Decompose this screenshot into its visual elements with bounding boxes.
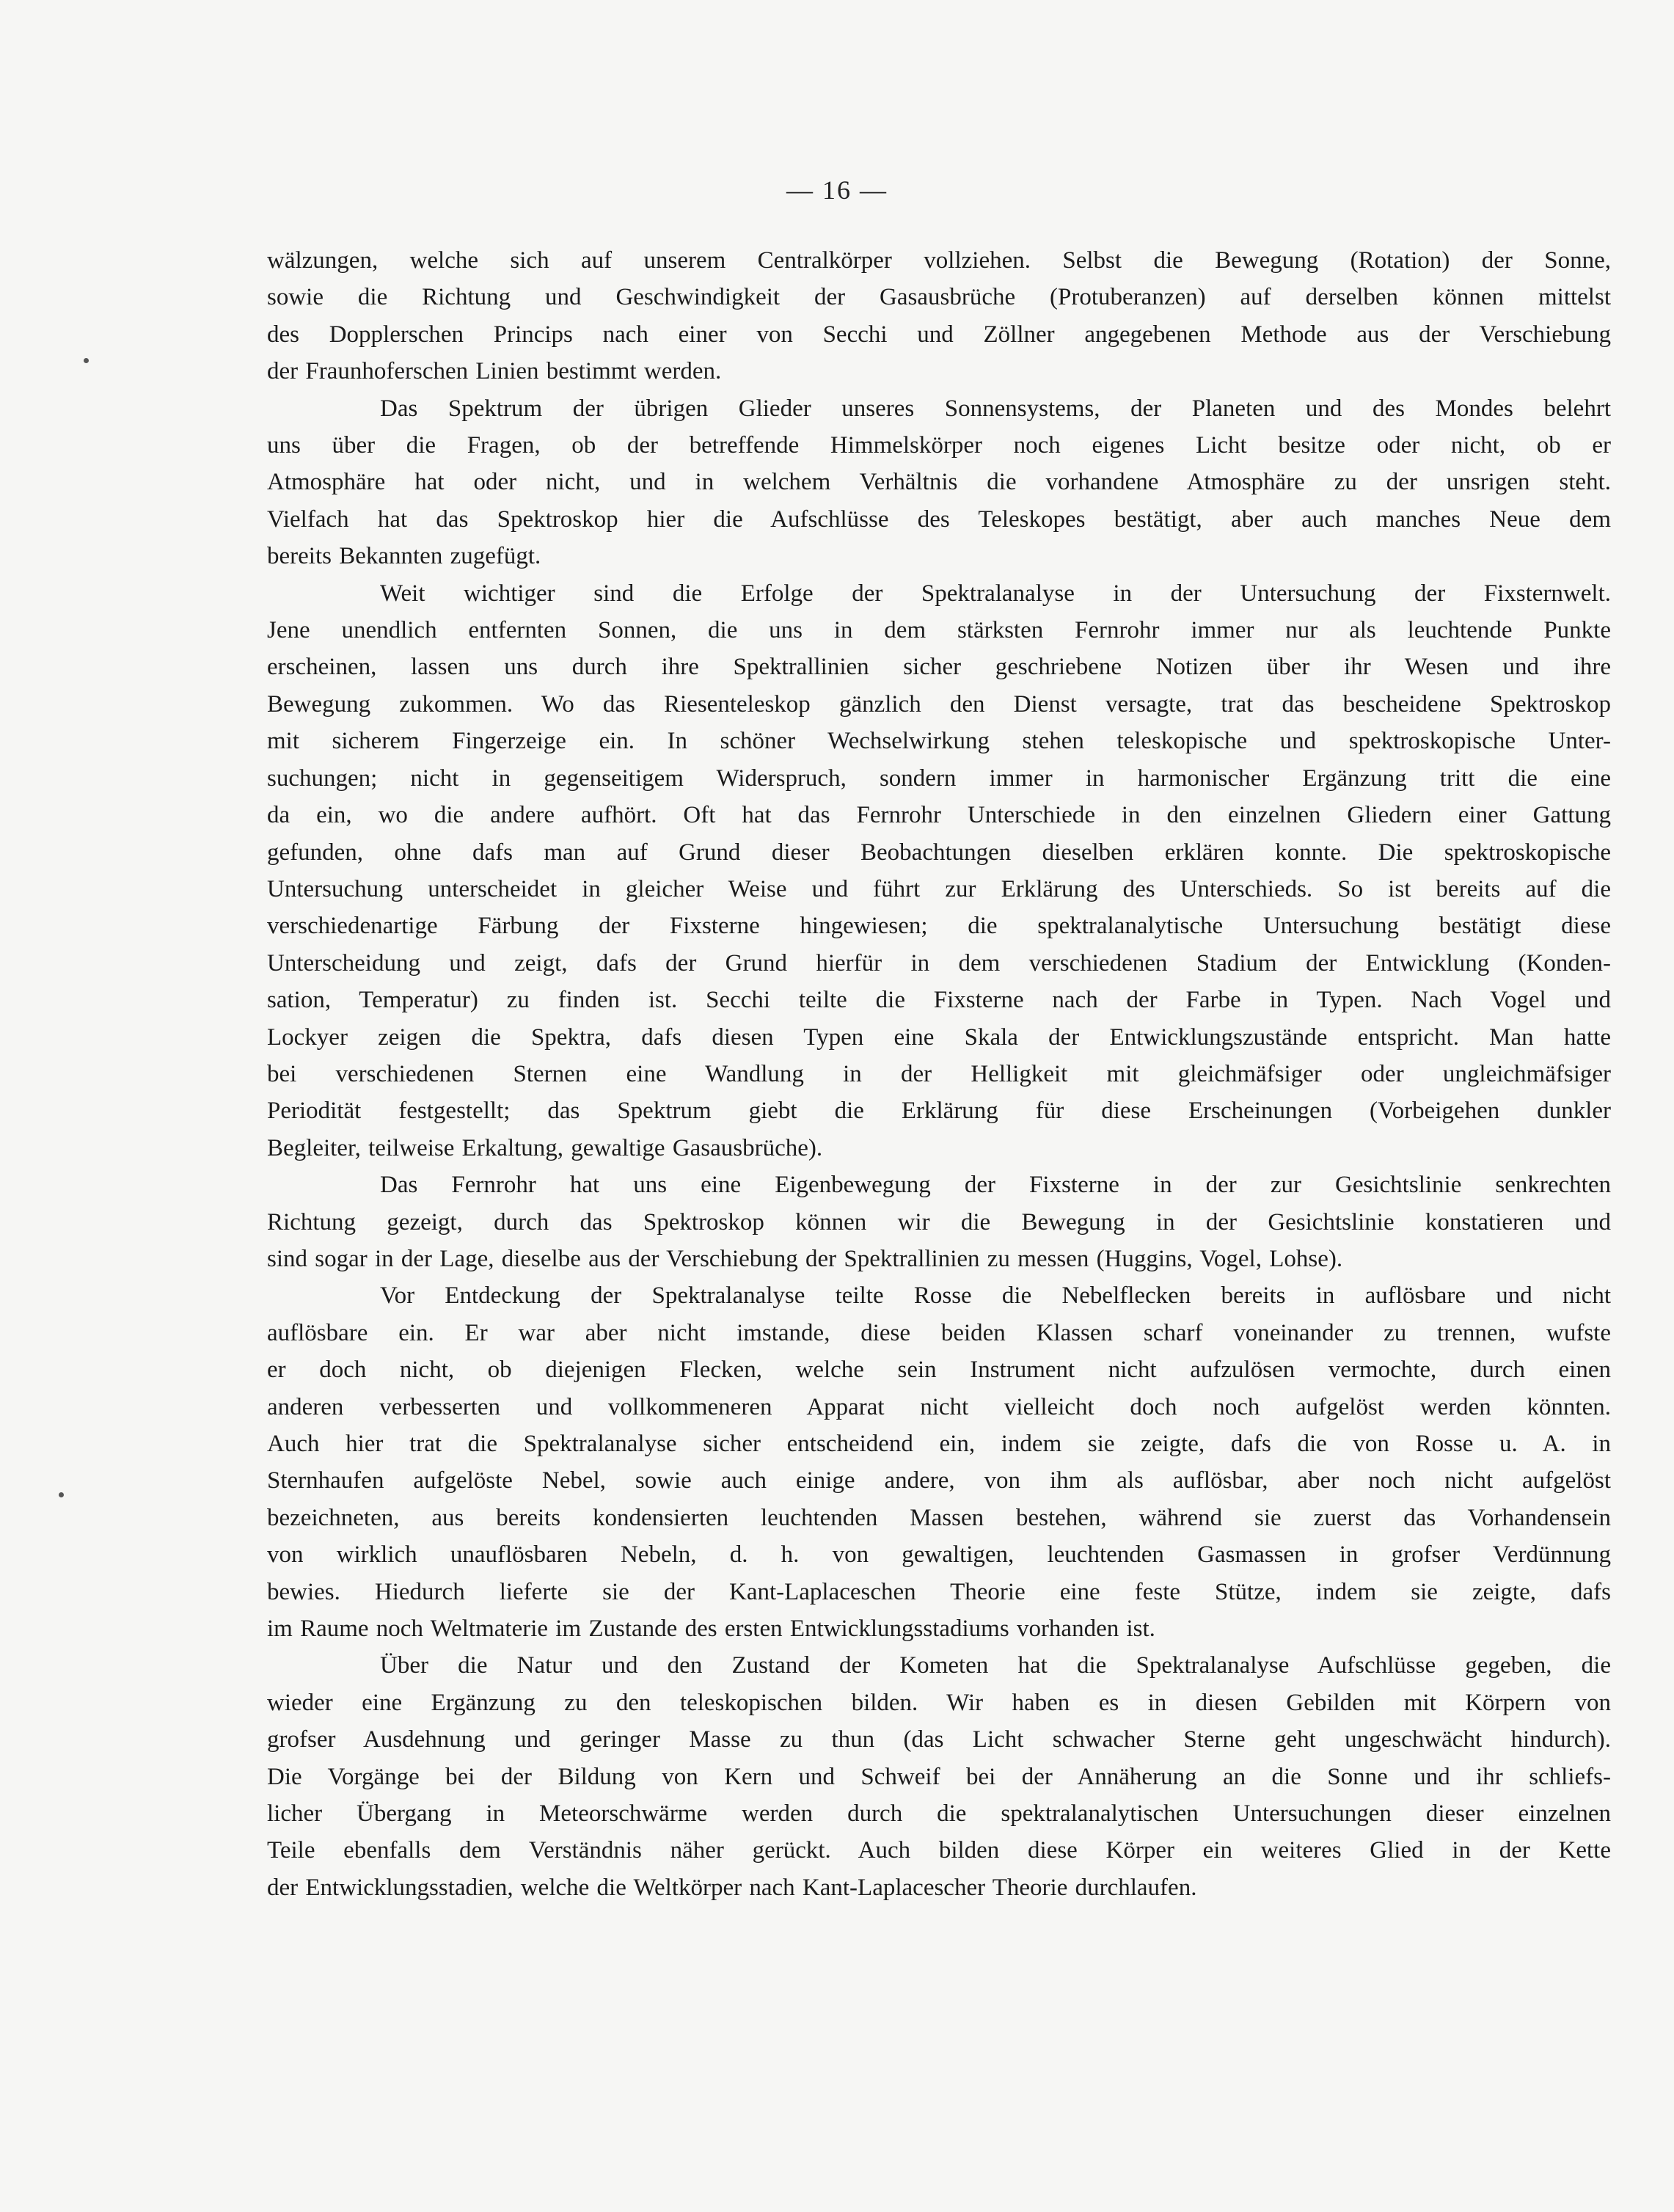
text-line: Untersuchung unterscheidet in gleicher Weise und führt zur Erklärung des Unterschieds. So ist bereits auf die [267,875,1611,902]
text-line: im Raume noch Weltmaterie im Zustande des ersten Entwicklungsstadiums vorhanden ist. [267,1616,1155,1643]
text-line: Richtung gezeigt, durch das Spektroskop können wir die Bewegung in der Gesichtslinie konstatieren und [267,1208,1611,1235]
text-line: bewies. Hiedurch lieferte sie der Kant-Laplaceschen Theorie eine feste Stütze, indem sie zeigte, dafs [267,1578,1611,1605]
text-line: erscheinen, lassen uns durch ihre Spektrallinien sicher geschriebene Notizen über ihr Wesen und ihre [267,654,1611,681]
text-line: Auch hier trat die Spektralanalyse sicher entscheidend ein, indem sie zeigte, dafs die von Rosse u. A. in [267,1431,1611,1457]
text-line: anderen verbesserten und vollkommeneren Apparat nicht vielleicht doch noch aufgelöst werden könnten. [267,1393,1611,1420]
text-line: Sternhaufen aufgelöste Nebel, sowie auch einige andere, von ihm als auflösbar, aber noch nicht aufgelöst [267,1467,1611,1494]
text-line: uns über die Fragen, ob der betreffende Himmelskörper noch eigenes Licht besitze oder nicht, ob er [267,432,1611,459]
text-line: Periodität festgestellt; das Spektrum giebt die Erklärung für diese Erscheinungen (Vorbeigehen dunkler [267,1098,1611,1125]
body-text [267,242,1611,1906]
scan-speck [59,1492,64,1497]
text-line: Das Fernrohr hat uns eine Eigenbewegung der Fixsterne in der zur Gesichtslinie senkrechten [380,1172,1611,1199]
text-line: Teile ebenfalls dem Verständnis näher gerückt. Auch bilden diese Körper ein weiteres Glied in der Kette [267,1837,1611,1864]
scan-speck [84,358,89,363]
text-line: da ein, wo die andere aufhört. Oft hat das Fernrohr Unterschiede in den einzelnen Gliedern einer Gattung [267,802,1611,829]
text-line: des Dopplerschen Princips nach einer von Secchi und Zöllner angegebenen Methode aus der Verschiebung [267,321,1611,348]
text-line: er doch nicht, ob diejenigen Flecken, welche sein Instrument nicht aufzulösen vermochte, durch einen [267,1357,1611,1384]
text-line: mit sicherem Fingerzeige ein. In schöner Wechselwirkung stehen teleskopische und spektroskopische Unter- [267,728,1611,755]
text-line: suchungen; nicht in gegenseitigem Widerspruch, sondern immer in harmonischer Ergänzung tritt die eine [267,764,1611,792]
text-line: Bewegung zukommen. Wo das Riesenteleskop gänzlich den Dienst versagte, trat das bescheidene Spektroskop [267,690,1611,718]
text-line: Begleiter, teilweise Erkaltung, gewaltige Gasausbrüche). [267,1134,823,1161]
text-line: sowie die Richtung und Geschwindigkeit der Gasausbrüche (Protuberanzen) auf derselben können mittelst [267,284,1611,311]
text-line: Vielfach hat das Spektroskop hier die Aufschlüsse des Teleskopes bestätigt, aber auch manches Neue dem [267,505,1611,533]
text-line: Weit wichtiger sind die Erfolge der Spektralanalyse in der Untersuchung der Fixsternwelt. [380,580,1611,607]
text-line: gefunden, ohne dafs man auf Grund dieser Beobachtungen dieselben erklären konnte. Die spektroskopische [267,839,1611,866]
text-line: verschiedenartige Färbung der Fixsterne hingewiesen; die spektralanalytische Untersuchung bestätigt diese [267,913,1611,940]
text-line: der Entwicklungsstadien, welche die Weltkörper nach Kant-Laplacescher Theorie durchlaufen. [267,1874,1197,1901]
text-line: der Fraunhoferschen Linien bestimmt werden. [267,358,722,385]
text-line: Das Spektrum der übrigen Glieder unseres Sonnensystems, der Planeten und des Mondes belehrt [380,395,1611,422]
text-line: Die Vorgänge bei der Bildung von Kern und Schweif bei der Annäherung an die Sonne und ihr schliefs- [267,1763,1611,1790]
text-line: Jene unendlich entfernten Sonnen, die uns in dem stärksten Fernrohr immer nur als leuchtende Punkte [267,617,1611,644]
text-line: grofser Ausdehnung und geringer Masse zu thun (das Licht schwacher Sterne geht ungeschwächt hindurch). [267,1726,1611,1753]
text-line: Unterscheidung und zeigt, dafs der Grund hierfür in dem verschiedenen Stadium der Entwicklung (Konden- [267,949,1611,977]
text-line: Über die Natur und den Zustand der Kometen hat die Spektralanalyse Aufschlüsse gegeben, die [380,1652,1611,1679]
text-line: Vor Entdeckung der Spektralanalyse teilte Rosse die Nebelflecken bereits in auflösbare und nicht [380,1282,1611,1310]
page-number: — 16 — [786,175,888,205]
text-line: bereits Bekannten zugefügt. [267,543,541,570]
text-line: bezeichneten, aus bereits kondensierten leuchtenden Massen bestehen, während sie zuerst das Vorhandensein [267,1504,1611,1531]
text-line: Atmosphäre hat oder nicht, und in welchem Verhältnis die vorhandene Atmosphäre zu der unsrigen steht. [267,469,1611,496]
text-line: Lockyer zeigen die Spektra, dafs diesen Typen eine Skala der Entwicklungszustände entspricht. Man hatte [267,1023,1611,1051]
text-line: sind sogar in der Lage, dieselbe aus der Verschiebung der Spektrallinien zu messen (Huggins, Vogel, Lohse). [267,1245,1343,1272]
text-line: wälzungen, welche sich auf unserem Centralkörper vollziehen. Selbst die Bewegung (Rotation) der Sonne, [267,247,1611,274]
text-line: wieder eine Ergänzung zu den teleskopischen bilden. Wir haben es in diesen Gebilden mit Körpern von [267,1689,1611,1716]
text-line: auflösbare ein. Er war aber nicht imstande, diese beiden Klassen scharf voneinander zu trennen, wufste [267,1319,1611,1346]
text-line: von wirklich unauflösbaren Nebeln, d. h. von gewaltigen, leuchtenden Gasmassen in grofser Verdünnung [267,1541,1611,1569]
text-line: bei verschiedenen Sternen eine Wandlung in der Helligkeit mit gleichmäfsiger oder ungleichmäfsiger [267,1060,1611,1087]
text-line: sation, Temperatur) zu finden ist. Secchi teilte die Fixsterne nach der Farbe in Typen. Nach Vogel und [267,987,1611,1014]
text-line: licher Übergang in Meteorschwärme werden durch die spektralanalytischen Untersuchungen dieser einzelnen [267,1800,1611,1828]
